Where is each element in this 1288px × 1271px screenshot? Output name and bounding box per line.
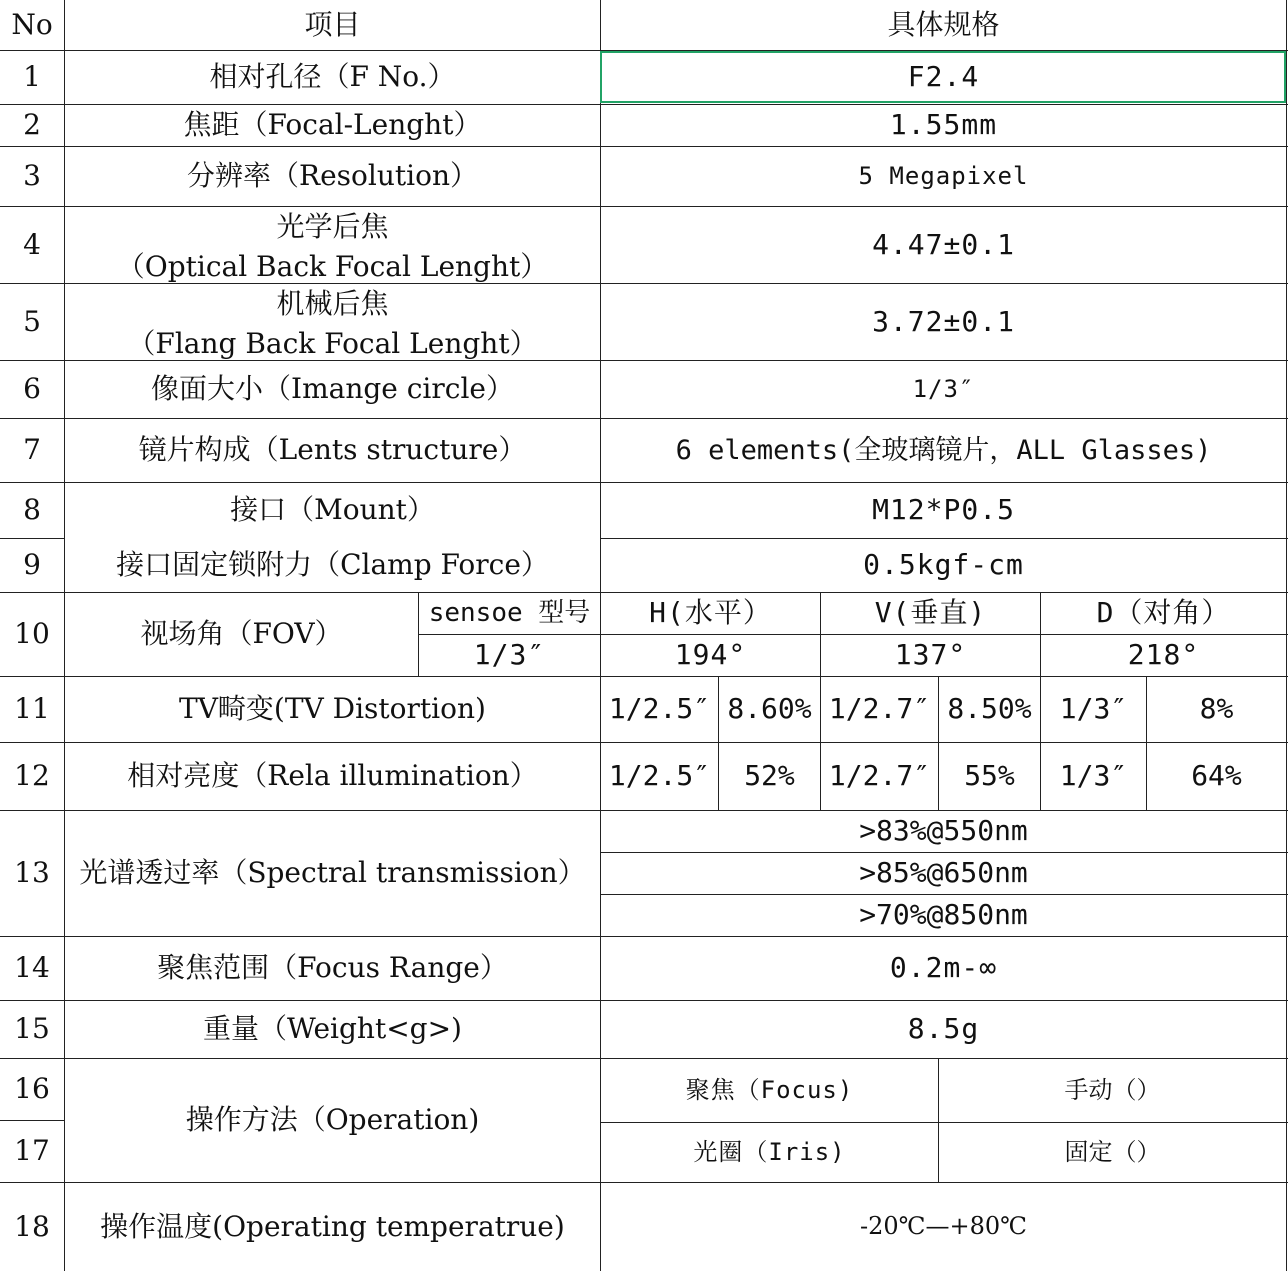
distortion-cell[interactable]: 8% [1199,692,1234,726]
row-no[interactable]: 4 [23,227,41,261]
distortion-cell[interactable]: 1/2.5″ [608,692,711,726]
row-no[interactable]: 3 [23,159,41,193]
operation-item[interactable]: 操作方法（Operation) [185,1103,480,1137]
fov-d-header[interactable]: D（对角） [1096,596,1231,630]
row-item[interactable]: 接口固定锁附力（Clamp Force） [116,548,549,582]
row-no[interactable]: 10 [14,617,50,651]
illumination-cell[interactable]: 64% [1191,759,1242,793]
row-value[interactable]: 5 Megapixel [858,161,1029,190]
row-no[interactable]: 11 [14,692,50,726]
illumination-cell[interactable]: 1/3″ [1059,759,1128,793]
fov-h-value[interactable]: 194° [674,638,747,672]
illumination-item[interactable]: 相对亮度（Rela illumination） [127,759,538,793]
row-item-line2: （Flang Back Focal Lenght） [127,327,538,360]
distortion-cell[interactable]: 8.60% [727,692,812,726]
fov-v-header[interactable]: V(垂直) [874,596,987,630]
distortion-cell[interactable]: 8.50% [947,692,1032,726]
focus-range-item[interactable]: 聚焦范围（Focus Range） [157,951,508,985]
fov-item[interactable]: 视场角（FOV） [140,617,343,651]
row-no[interactable]: 6 [23,372,41,406]
illumination-cell[interactable]: 52% [744,759,795,793]
operation-focus-label[interactable]: 聚焦（Focus) [685,1075,854,1104]
distortion-cell[interactable]: 1/2.7″ [828,692,931,726]
row-no[interactable]: 18 [14,1209,50,1243]
row-item[interactable]: 接口（Mount） [230,493,435,527]
header-item[interactable]: 项目 [304,7,361,41]
row-item-line1: 光学后焦 [276,210,389,243]
row-value[interactable]: 1.55mm [889,108,998,142]
row-item[interactable] [65,207,600,283]
row-no[interactable]: 17 [14,1134,50,1168]
row-value[interactable]: F2.4 [907,60,980,94]
spectral-value[interactable]: >83%@550nm [859,814,1028,848]
row-no[interactable]: 1 [23,60,41,94]
operation-iris-value[interactable]: 固定（） [1064,1137,1161,1166]
row-item[interactable]: 分辨率（Resolution） [187,159,478,193]
row-no[interactable]: 16 [14,1072,50,1106]
weight-item[interactable]: 重量（Weight<g>) [202,1012,462,1046]
spectral-item[interactable]: 光谱透过率（Spectral transmission） [79,856,586,890]
temperature-value[interactable]: -20℃—+80℃ [860,1212,1027,1241]
fov-d-value[interactable]: 218° [1127,638,1200,672]
row-value[interactable]: M12*P0.5 [872,493,1015,527]
row-value[interactable]: 0.5kgf-cm [863,548,1024,582]
illumination-cell[interactable]: 1/2.7″ [828,759,931,793]
row-no[interactable]: 13 [14,856,50,890]
header-no[interactable]: No [11,7,53,41]
row-item[interactable]: 焦距（Focal-Lenght） [183,108,482,142]
illumination-cell[interactable]: 55% [964,759,1015,793]
row-value[interactable]: 4.47±0.1 [872,227,1015,261]
header-spec[interactable]: 具体规格 [887,7,1000,41]
row-item[interactable] [65,284,600,360]
row-item-line1: 机械后焦 [276,287,389,320]
distortion-item[interactable]: TV畸变(TV Distortion) [179,692,486,726]
row-no[interactable]: 14 [14,951,50,985]
row-no[interactable]: 15 [14,1012,50,1046]
temperature-item[interactable]: 操作温度(Operating temperatrue) [100,1209,565,1243]
row-value[interactable]: 1/3″ [912,374,975,403]
row-item[interactable]: 相对孔径（F No.） [209,60,456,94]
distortion-cell[interactable]: 1/3″ [1059,692,1128,726]
fov-h-header[interactable]: H(水平） [649,596,772,630]
fov-sensor-value[interactable]: 1/3″ [473,638,546,672]
row-no[interactable]: 9 [23,548,41,582]
fov-sensor-header[interactable]: sensoe 型号 [428,597,591,628]
illumination-cell[interactable]: 1/2.5″ [608,759,711,793]
fov-v-value[interactable]: 137° [894,638,967,672]
row-value[interactable]: 6 elements(全玻璃镜片，ALL Glasses) [675,434,1212,466]
row-no[interactable]: 7 [23,433,41,467]
row-item[interactable]: 像面大小（Imange circle） [151,372,514,406]
row-no[interactable]: 8 [23,493,41,527]
spectral-value[interactable]: >70%@850nm [859,898,1028,932]
row-item-line2: （Optical Back Focal Lenght） [116,250,549,283]
row-no[interactable]: 12 [14,759,50,793]
row-value[interactable]: 3.72±0.1 [872,304,1015,338]
weight-value[interactable]: 8.5g [907,1012,980,1046]
operation-iris-label[interactable]: 光圈（Iris) [693,1137,846,1166]
operation-focus-value[interactable]: 手动（） [1064,1075,1161,1104]
spectral-value[interactable]: >85%@650nm [859,856,1028,890]
gridline [1286,0,1287,1271]
row-no[interactable]: 5 [23,304,41,338]
row-item[interactable]: 镜片构成（Lents structure） [138,433,527,467]
row-no[interactable]: 2 [23,108,41,142]
focus-range-value[interactable]: 0.2m-∞ [889,951,998,985]
